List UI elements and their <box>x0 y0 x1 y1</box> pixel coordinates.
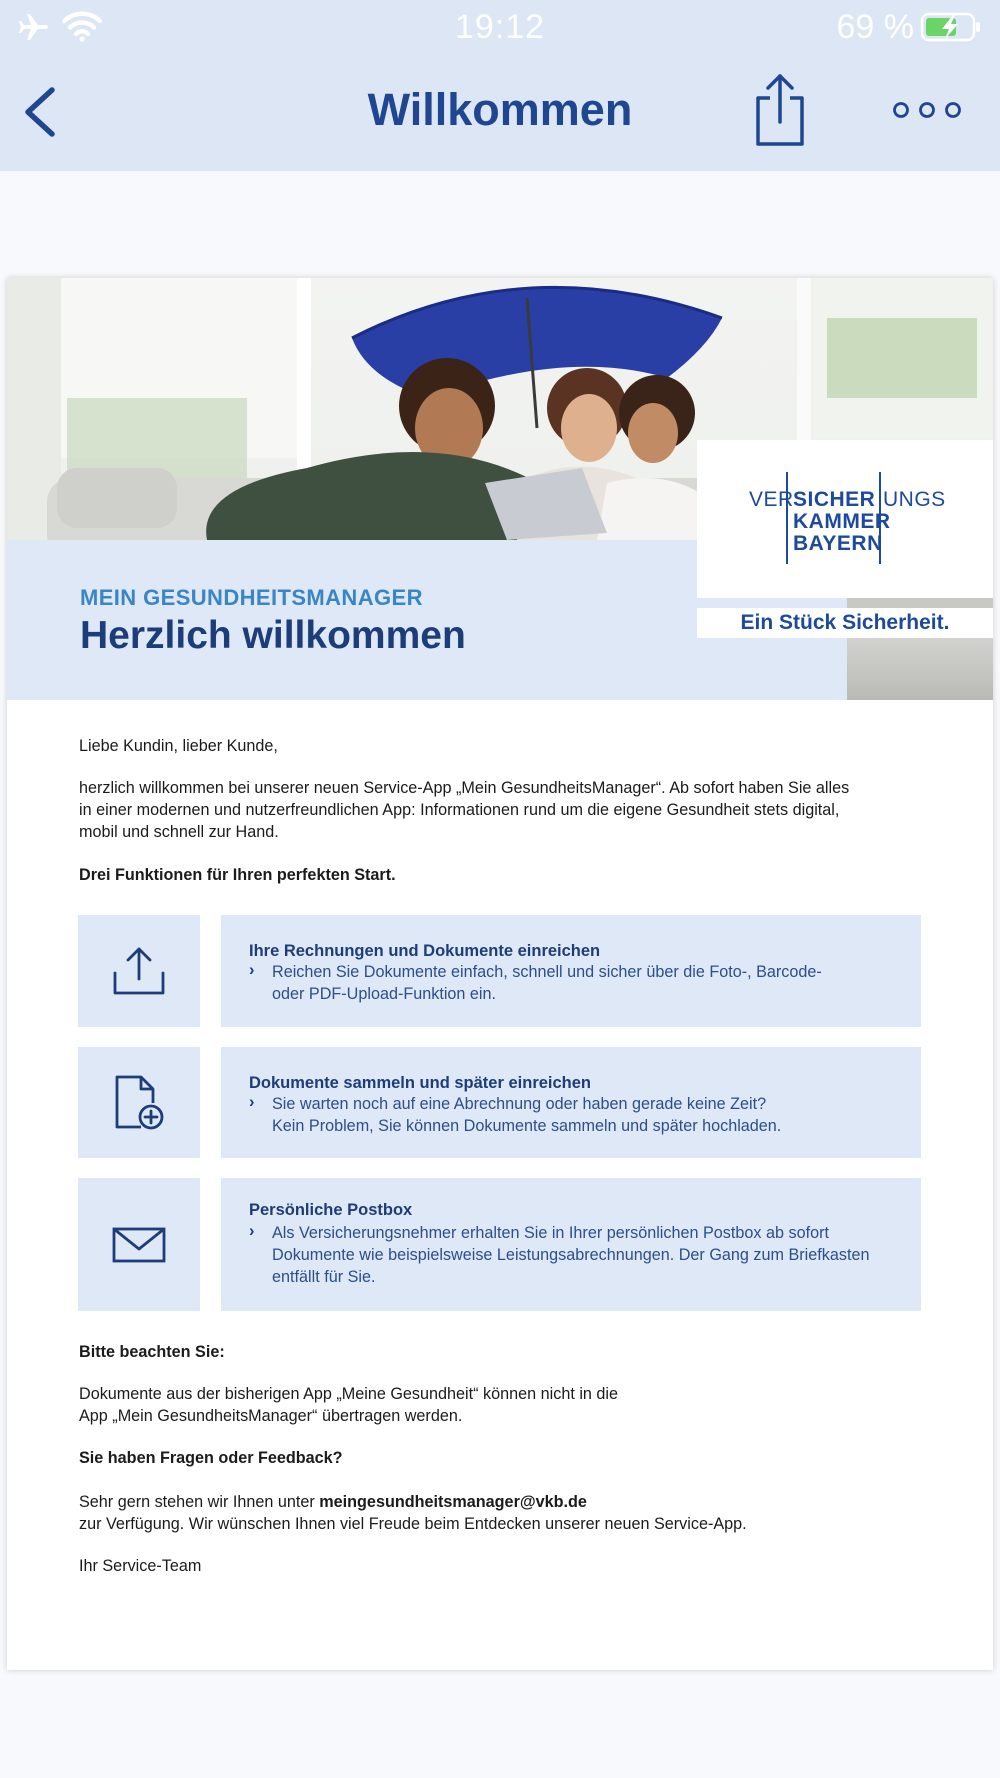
feedback-heading: Sie haben Fragen oder Feedback? <box>79 1449 343 1467</box>
upload-icon <box>111 943 167 999</box>
feature-description-line: Sie warten noch auf eine Abrechnung oder haben gerade keine Zeit? <box>272 1095 767 1113</box>
intro-line: in einer modernen und nutzerfreundlichen App: Informationen rund um die eigene Gesundheit stets digital, <box>79 801 840 819</box>
greeting: Liebe Kundin, lieber Kunde, <box>79 737 278 755</box>
battery-percent: 69 % <box>836 8 914 46</box>
feature-icon-tile <box>78 1178 200 1311</box>
contact-line-2: zur Verfügung. Wir wünschen Ihnen viel Freude beim Entdecken unserer neuen Service-App. <box>79 1515 747 1533</box>
page-title: Willkommen <box>367 84 633 135</box>
note-line: App „Mein GesundheitsManager“ übertragen werden. <box>79 1407 463 1425</box>
hero-image <box>7 278 993 700</box>
feature-card <box>221 1047 921 1158</box>
feature-bullet: › <box>249 1222 255 1240</box>
contact-prefix: Sehr gern stehen wir Ihnen unter <box>79 1493 320 1511</box>
brand-slogan: Ein Stück Sicherheit. <box>697 608 993 638</box>
feature-description-line: entfällt für Sie. <box>272 1268 376 1286</box>
logo-text-sicher: SICHER <box>793 488 876 511</box>
more-dots-icon[interactable] <box>890 96 964 124</box>
intro-line: herzlich willkommen bei unserer neuen Service-App „Mein GesundheitsManager“. Ab sofort haben Sie alles <box>79 779 850 797</box>
note-heading: Bitte beachten Sie: <box>79 1343 225 1361</box>
logo-text-bayern: BAYERN <box>793 532 883 555</box>
feature-bullet: › <box>249 1093 255 1111</box>
feature-description-line: Reichen Sie Dokumente einfach, schnell und sicher über die Foto-, Barcode- <box>272 963 822 981</box>
logo-divider <box>786 472 788 564</box>
feature-title: Dokumente sammeln und später einreichen <box>249 1074 592 1092</box>
vkb-logo <box>697 440 993 598</box>
logo-text-kammer: KAMMER <box>793 510 891 533</box>
status-time: 19:12 <box>454 8 546 46</box>
feature-title: Ihre Rechnungen und Dokumente einreichen <box>249 942 601 960</box>
feature-icon-tile <box>78 1047 200 1158</box>
functions-heading: Drei Funktionen für Ihren perfekten Start. <box>79 866 396 884</box>
logo-text-ver: VER <box>749 488 794 511</box>
contact-email-link[interactable]: meingesundheitsmanager@vkb.de <box>319 1493 587 1511</box>
feature-description-line: Als Versicherungsnehmer erhalten Sie in Ihrer persönlichen Postbox ab sofort <box>272 1224 829 1242</box>
feature-description-line: Kein Problem, Sie können Dokumente sammeln und später hochladen. <box>272 1117 782 1135</box>
hero-kicker: MEIN GESUNDHEITSMANAGER <box>80 585 423 610</box>
welcome-document <box>7 278 993 1670</box>
feature-description-line: Dokumente wie beispielsweise Leistungsabrechnungen. Der Gang zum Briefkasten <box>272 1246 870 1264</box>
envelope-icon <box>111 1225 167 1265</box>
status-bar <box>0 0 1000 56</box>
contact-line <box>79 1491 939 1513</box>
hero-title: Herzlich willkommen <box>80 614 466 657</box>
intro-line: mobil und schnell zur Hand. <box>79 823 279 841</box>
share-icon[interactable] <box>752 72 808 148</box>
feature-title: Persönliche Postbox <box>249 1201 413 1219</box>
battery-charging-icon <box>920 11 982 43</box>
feature-card <box>221 915 921 1027</box>
feature-description-line: oder PDF-Upload-Funktion ein. <box>272 985 497 1003</box>
feature-card <box>221 1178 921 1311</box>
feature-bullet: › <box>249 961 255 979</box>
top-bar <box>0 0 1000 171</box>
document-add-icon <box>111 1073 167 1133</box>
hero-photo-corner <box>847 638 993 700</box>
signature: Ihr Service-Team <box>79 1557 202 1575</box>
feature-icon-tile <box>78 915 200 1027</box>
note-line: Dokumente aus der bisherigen App „Meine Gesundheit“ können nicht in die <box>79 1385 619 1403</box>
logo-text-ungs: UNGS <box>883 488 946 511</box>
